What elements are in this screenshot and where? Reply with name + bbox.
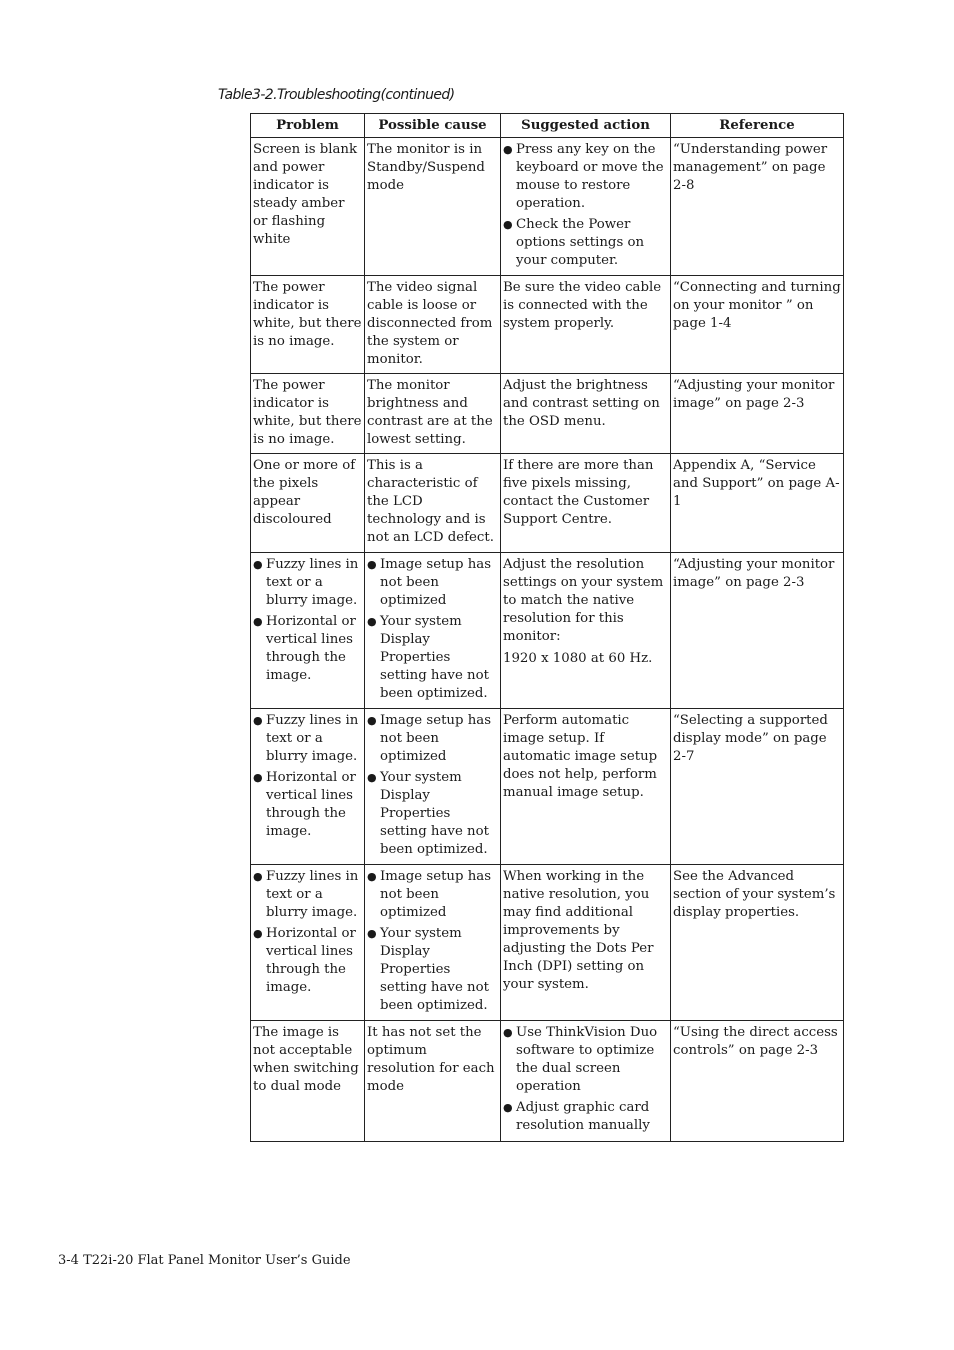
- table-row: [251, 276, 844, 374]
- reference-cell: [671, 276, 844, 374]
- action-bullet: ● Press any key on the keyboard or move the mouse to restore operation.: [503, 141, 668, 213]
- problem-cell: [251, 138, 365, 276]
- header-possible-cause: Possible cause: [365, 114, 501, 138]
- problem-cell: [251, 276, 365, 374]
- action-cell: [501, 1021, 671, 1142]
- action-text: If there are more than five pixels missing, contact the Customer Support Centre.: [503, 458, 654, 527]
- cause-cell: [365, 1021, 501, 1142]
- reference-text: “Adjusting your monitor image” on page 2-3: [673, 378, 835, 411]
- reference-text: “Understanding power management” on page 2-8: [673, 142, 828, 193]
- table-row: [251, 553, 844, 709]
- cause-text: This is a characteristic of the LCD technology and is not an LCD defect.: [367, 458, 494, 545]
- problem-list: [253, 712, 362, 841]
- cause-cell: [365, 454, 501, 553]
- cause-text: The monitor is in Standby/Suspend mode: [367, 142, 485, 193]
- action-text: Be sure the video cable is connected with the system properly.: [503, 280, 662, 331]
- action-cell: [501, 709, 671, 865]
- problem-text: The power indicator is white, but there is no image.: [253, 378, 362, 447]
- table-row: [251, 865, 844, 1021]
- cause-bullet: ● Image setup has not been optimized: [367, 556, 498, 610]
- cause-bullet: ● Image setup has not been optimized: [367, 712, 498, 766]
- problem-bullet: ● Horizontal or vertical lines through the image.: [253, 925, 362, 997]
- problem-cell: [251, 454, 365, 553]
- cause-cell: [365, 865, 501, 1021]
- table-header-row: [251, 114, 844, 138]
- cause-bullet: ● Your system Display Properties setting have not been optimized.: [367, 925, 498, 1015]
- problem-bullet: ● Fuzzy lines in text or a blurry image.: [253, 712, 362, 766]
- action-bullet: ● Check the Power options settings on your computer.: [503, 216, 668, 270]
- table-row: [251, 1021, 844, 1142]
- problem-cell: [251, 1021, 365, 1142]
- table-row: [251, 374, 844, 454]
- cause-list: [367, 868, 498, 1015]
- action-bullet: ● Adjust graphic card resolution manually: [503, 1099, 668, 1135]
- cause-text: It has not set the optimum resolution for each mode: [367, 1025, 495, 1094]
- cause-bullet: ● Image setup has not been optimized: [367, 868, 498, 922]
- reference-cell: [671, 138, 844, 276]
- action-cell: [501, 454, 671, 553]
- problem-cell: [251, 553, 365, 709]
- action-list: [503, 1024, 668, 1135]
- page-footer: 3-4 T22i-20 Flat Panel Monitor User’s Guide: [58, 1253, 351, 1268]
- problem-cell: [251, 865, 365, 1021]
- problem-text: Screen is blank and power indicator is steady amber or flashing white: [253, 142, 358, 247]
- cause-bullet: ● Your system Display Properties setting have not been optimized.: [367, 769, 498, 859]
- cause-cell: [365, 709, 501, 865]
- reference-cell: [671, 553, 844, 709]
- problem-cell: [251, 709, 365, 865]
- action-text: Adjust the resolution settings on your system to match the native resolution for this monitor:: [503, 557, 664, 644]
- problem-text: The power indicator is white, but there is no image.: [253, 280, 362, 349]
- reference-text: See the Advanced section of your system’s display properties.: [673, 869, 836, 920]
- cause-cell: [365, 374, 501, 454]
- reference-text: “Adjusting your monitor image” on page 2-3: [673, 557, 835, 590]
- reference-cell: [671, 709, 844, 865]
- reference-cell: [671, 1021, 844, 1142]
- cause-cell: [365, 138, 501, 276]
- cause-cell: [365, 553, 501, 709]
- problem-text: The image is not acceptable when switching to dual mode: [253, 1025, 359, 1094]
- reference-text: “Using the direct access controls” on page 2-3: [673, 1025, 838, 1058]
- action-text: Adjust the brightness and contrast setting on the OSD menu.: [503, 378, 660, 429]
- table-row: [251, 454, 844, 553]
- cause-bullet: ● Your system Display Properties setting have not been optimized.: [367, 613, 498, 703]
- action-list: [503, 141, 668, 270]
- reference-text: “Selecting a supported display mode” on page 2-7: [673, 713, 828, 764]
- problem-bullet: ● Fuzzy lines in text or a blurry image.: [253, 868, 362, 922]
- action-text: Perform automatic image setup. If automatic image setup does not help, perform manual image setup.: [503, 713, 658, 800]
- problem-bullet: ● Horizontal or vertical lines through the image.: [253, 769, 362, 841]
- action-text: 1920 x 1080 at 60 Hz.: [503, 651, 653, 666]
- problem-list: [253, 868, 362, 997]
- cause-cell: [365, 276, 501, 374]
- cause-list: [367, 556, 498, 703]
- problem-bullet: ● Horizontal or vertical lines through the image.: [253, 613, 362, 685]
- reference-cell: [671, 374, 844, 454]
- action-cell: [501, 553, 671, 709]
- problem-list: [253, 556, 362, 685]
- problem-bullet: ● Fuzzy lines in text or a blurry image.: [253, 556, 362, 610]
- header-suggested-action: Suggested action: [501, 114, 671, 138]
- troubleshooting-table: [250, 113, 844, 1142]
- header-reference: Reference: [671, 114, 844, 138]
- table-row: [251, 138, 844, 276]
- action-cell: [501, 374, 671, 454]
- cause-list: [367, 712, 498, 859]
- table-row: [251, 709, 844, 865]
- table-caption: Table3-2.Troubleshooting(continued): [218, 87, 455, 103]
- problem-cell: [251, 374, 365, 454]
- reference-cell: [671, 454, 844, 553]
- cause-text: The video signal cable is loose or disconnected from the system or monitor.: [367, 280, 493, 367]
- cause-text: The monitor brightness and contrast are at the lowest setting.: [367, 378, 493, 447]
- action-cell: [501, 138, 671, 276]
- action-bullet: ● Use ThinkVision Duo software to optimize the dual screen operation: [503, 1024, 668, 1096]
- reference-text: Appendix A, “Service and Support” on page A-1: [673, 458, 840, 509]
- header-problem: Problem: [251, 114, 365, 138]
- reference-cell: [671, 865, 844, 1021]
- problem-text: One or more of the pixels appear discoloured: [253, 458, 356, 527]
- reference-text: “Connecting and turning on your monitor ” on page 1-4: [673, 280, 841, 331]
- action-text: When working in the native resolution, you may find additional improvements by adjusting the Dots Per Inch (DPI) setting on your system.: [503, 869, 654, 992]
- action-cell: [501, 865, 671, 1021]
- action-cell: [501, 276, 671, 374]
